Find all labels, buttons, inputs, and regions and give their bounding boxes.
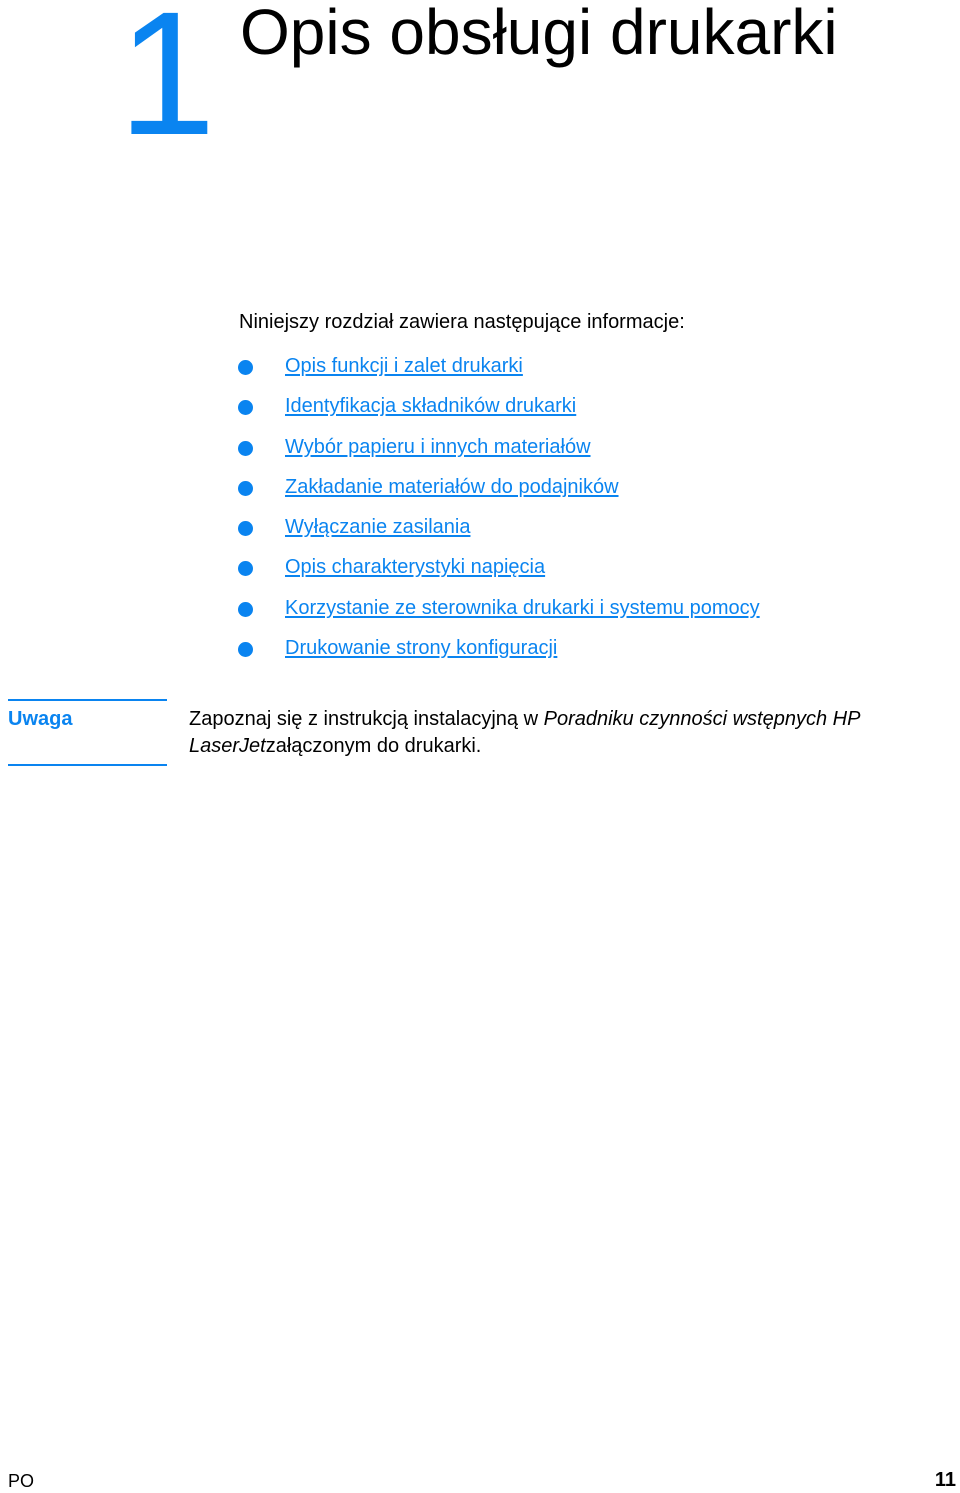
topic-link-features[interactable]: Opis funkcji i zalet drukarki [285,355,523,377]
bullet-icon [238,521,253,536]
note-text-part1: Zapoznaj się z instrukcją instalacyjną w [189,708,544,730]
bullet-icon [238,360,253,375]
list-item [238,434,760,474]
topic-link-driver-help[interactable]: Korzystanie ze sterownika drukarki i systemu pomocy [285,596,760,619]
list-item [238,595,760,635]
list-item [238,554,760,594]
chapter-title: Opis obsługi drukarki [240,0,838,68]
note-label: Uwaga [8,708,73,730]
topic-link-components[interactable]: Identyfikacja składników drukarki [285,395,577,418]
bullet-icon [238,642,253,657]
list-item [238,474,760,514]
list-item [238,514,760,554]
bullet-icon [238,561,253,576]
topic-link-config-page[interactable]: Drukowanie strony konfiguracji [285,637,558,660]
bullet-icon [238,481,253,496]
note-rule-top [8,699,167,701]
note-text-italic: Poradniku czynności wstępnych HP LaserJet [189,708,860,757]
topic-link-loading[interactable]: Zakładanie materiałów do podajników [285,475,619,498]
list-item [238,393,760,433]
footer-label: PO [8,1471,35,1491]
bullet-icon [238,602,253,617]
page-number: 11 [934,1469,956,1491]
bullet-icon [238,441,253,456]
chapter-number: 1 [118,0,212,172]
note-text-part2: załączonym do drukarki. [265,735,482,757]
list-item [238,635,760,675]
note-text [189,706,954,760]
topic-list [238,353,760,675]
topic-link-voltage[interactable]: Opis charakterystyki napięcia [285,556,546,579]
topic-link-paper[interactable]: Wybór papieru i innych materiałów [285,435,591,458]
topic-link-power-off[interactable]: Wyłączanie zasilania [285,516,471,539]
intro-text: Niniejszy rozdział zawiera następujące informacje: [239,311,685,333]
bullet-icon [238,400,253,415]
note-rule-bottom [8,764,167,766]
list-item [238,353,760,393]
